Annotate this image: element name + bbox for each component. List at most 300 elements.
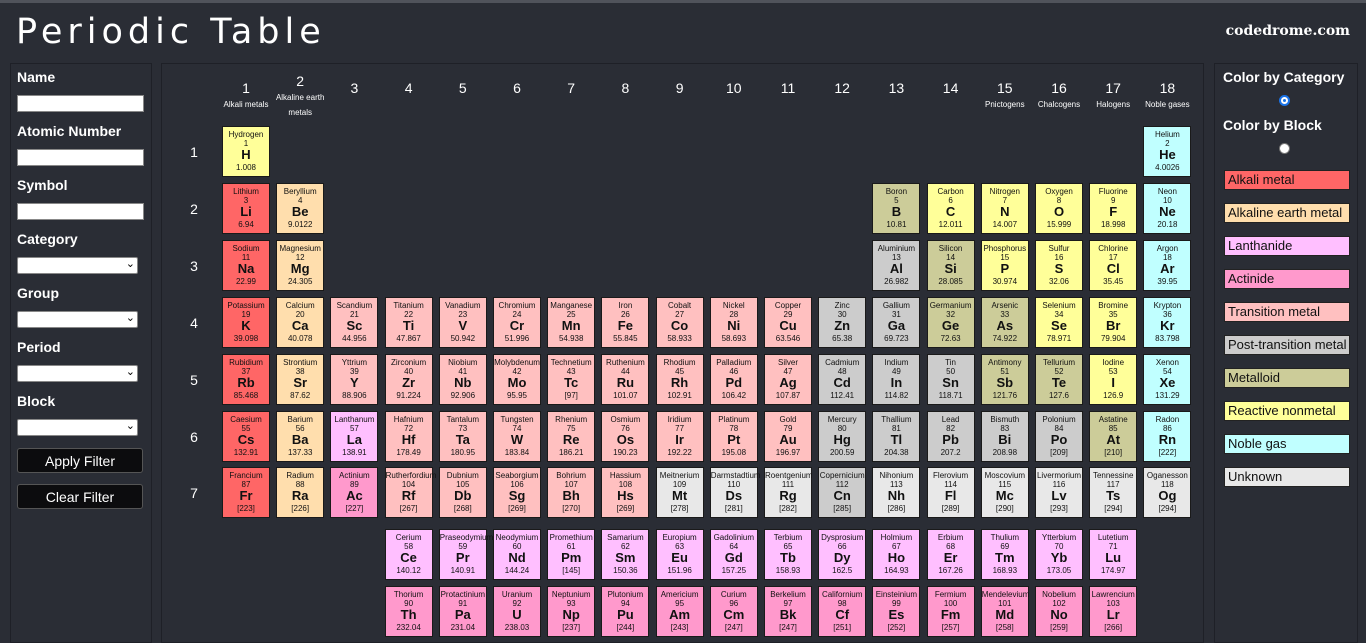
element-palladium[interactable] xyxy=(710,354,758,405)
element-technetium[interactable] xyxy=(547,354,595,405)
element-symbol: La xyxy=(346,431,362,447)
atomic-mass: 127.6 xyxy=(1048,390,1070,400)
element-platinum[interactable] xyxy=(710,411,758,462)
element-name: Neptunium xyxy=(551,590,591,600)
element-name: Caesium xyxy=(230,414,262,424)
element-tennessine[interactable] xyxy=(1089,467,1137,518)
element-name: Actinium xyxy=(339,471,370,481)
element-zinc[interactable] xyxy=(818,297,866,348)
element-name: Hassium xyxy=(609,471,641,481)
element-mendelevium[interactable] xyxy=(981,586,1029,637)
element-tungsten[interactable] xyxy=(493,411,541,462)
element-name: Lanthanum xyxy=(334,414,375,424)
top-border xyxy=(0,0,1366,3)
element-ruthenium[interactable] xyxy=(601,354,649,405)
element-hydrogen[interactable] xyxy=(222,126,270,177)
element-hafnium[interactable] xyxy=(385,411,433,462)
element-promethium[interactable] xyxy=(547,529,595,580)
atomic-mass: 65.38 xyxy=(832,333,853,343)
period-number-5: 5 xyxy=(190,371,198,388)
element-plutonium[interactable] xyxy=(601,586,649,637)
element-symbol: Og xyxy=(1158,488,1177,504)
atomic-mass: [226] xyxy=(291,504,310,514)
group-label: Group xyxy=(17,285,59,301)
element-radium[interactable] xyxy=(276,467,324,518)
atomic-number: 8 xyxy=(1056,195,1062,205)
element-hassium[interactable] xyxy=(601,467,649,518)
element-chlorine[interactable] xyxy=(1089,240,1137,291)
atomic-mass: [278] xyxy=(670,504,689,514)
atomic-mass: [290] xyxy=(995,504,1014,514)
element-sodium[interactable] xyxy=(222,240,270,291)
element-zirconium[interactable] xyxy=(385,354,433,405)
atomic-number: 110 xyxy=(727,480,741,490)
atomic-number: 69 xyxy=(1000,542,1010,552)
group-select[interactable] xyxy=(17,311,138,328)
atomic-number: 36 xyxy=(1162,309,1172,319)
atomic-number: 89 xyxy=(349,480,359,490)
atomic-number: 116 xyxy=(1052,480,1066,490)
element-yttrium[interactable] xyxy=(330,354,378,405)
element-symbol: Fm xyxy=(940,607,961,623)
element-symbol: Fe xyxy=(617,317,633,333)
element-beryllium[interactable] xyxy=(276,183,324,234)
element-tin[interactable] xyxy=(927,354,975,405)
element-symbol: In xyxy=(890,374,903,390)
element-symbol: Sc xyxy=(346,317,363,333)
element-xenon[interactable] xyxy=(1143,354,1191,405)
element-caesium[interactable] xyxy=(222,411,270,462)
element-nitrogen[interactable] xyxy=(981,183,1029,234)
name-input[interactable] xyxy=(17,95,144,112)
element-name: Selenium xyxy=(1042,300,1076,310)
element-symbol: Hs xyxy=(617,488,634,504)
atomic-mass: 85.468 xyxy=(233,390,259,400)
atomic-mass: [209] xyxy=(1050,447,1068,457)
atomic-mass: [286] xyxy=(887,504,906,514)
brand-link[interactable]: codedrome.com xyxy=(1225,23,1350,39)
element-symbol: Lv xyxy=(1051,488,1067,504)
element-symbol: Nb xyxy=(454,374,472,390)
element-symbol: Cn xyxy=(833,488,851,504)
element-symbol: Pt xyxy=(727,431,741,447)
atomic-number: 59 xyxy=(458,542,468,552)
element-roentgenium[interactable] xyxy=(764,467,812,518)
element-radon[interactable] xyxy=(1143,411,1191,462)
element-carbon[interactable] xyxy=(927,183,975,234)
element-symbol: Mt xyxy=(672,488,688,504)
element-symbol: As xyxy=(996,317,1014,333)
element-thallium[interactable] xyxy=(872,411,920,462)
element-iron[interactable] xyxy=(601,297,649,348)
element-symbol: Mg xyxy=(290,260,310,276)
element-symbol: Np xyxy=(562,607,580,623)
element-uranium[interactable] xyxy=(493,586,541,637)
element-symbol: Sm xyxy=(615,550,636,566)
element-fluorine[interactable] xyxy=(1089,183,1137,234)
atomic-mass: 180.95 xyxy=(450,447,476,457)
element-chromium[interactable] xyxy=(493,297,541,348)
element-manganese[interactable] xyxy=(547,297,595,348)
element-calcium[interactable] xyxy=(276,297,324,348)
atomic-number: 39 xyxy=(349,366,359,376)
element-lithium[interactable] xyxy=(222,183,270,234)
atomic-number: 67 xyxy=(891,542,901,552)
element-name: Helium xyxy=(1154,130,1180,139)
atomic-number: 1 xyxy=(243,139,249,148)
atomic-number: 66 xyxy=(837,542,847,552)
element-vanadium[interactable] xyxy=(439,297,487,348)
element-cerium[interactable] xyxy=(385,529,433,580)
element-name: Ruthenium xyxy=(606,357,645,367)
atomic-number: 87 xyxy=(241,480,251,490)
element-name: Gold xyxy=(779,414,797,424)
element-rutherfordium[interactable] xyxy=(385,467,437,518)
element-mercury[interactable] xyxy=(818,411,866,462)
element-name: Bromine xyxy=(1098,300,1129,310)
atomic-number: 93 xyxy=(566,599,576,609)
element-nobelium[interactable] xyxy=(1035,586,1083,637)
element-name: Oganesson xyxy=(1146,471,1188,481)
element-nickel[interactable] xyxy=(710,297,758,348)
element-neon[interactable] xyxy=(1143,183,1191,234)
element-selenium[interactable] xyxy=(1035,297,1083,348)
atomic-mass: 14.007 xyxy=(992,219,1018,229)
atomic-number: 113 xyxy=(890,480,903,490)
atomic-number: 49 xyxy=(891,366,901,376)
element-rhenium[interactable] xyxy=(547,411,595,462)
element-samarium[interactable] xyxy=(601,529,649,580)
element-curium[interactable] xyxy=(710,586,758,637)
atomic-mass: 140.12 xyxy=(396,566,421,576)
element-symbol: Tl xyxy=(890,431,903,447)
category-label: Category xyxy=(17,231,78,247)
element-flerovium[interactable] xyxy=(927,467,975,518)
atomic-number: 58 xyxy=(404,542,414,552)
atomic-mass: [247] xyxy=(724,623,743,633)
element-argon[interactable] xyxy=(1143,240,1191,291)
element-lutetium[interactable] xyxy=(1089,529,1137,580)
element-symbol: Bi xyxy=(998,431,1012,447)
element-name: Cobalt xyxy=(668,300,692,310)
element-actinium[interactable] xyxy=(330,467,378,518)
element-name: Tin xyxy=(945,357,956,367)
symbol-input[interactable] xyxy=(17,203,144,220)
element-potassium[interactable] xyxy=(222,297,270,348)
atomic-mass: 164.93 xyxy=(884,566,909,576)
atomic-mass: [247] xyxy=(779,623,797,633)
element-thorium[interactable] xyxy=(385,586,433,637)
atomic-number: 95 xyxy=(675,599,685,609)
group-number-7: 7 xyxy=(567,80,576,96)
group-name-15: Pnictogens xyxy=(985,100,1025,109)
element-name: Chlorine xyxy=(1098,243,1129,253)
element-berkelium[interactable] xyxy=(764,586,812,637)
atomic-number: 115 xyxy=(998,480,1012,490)
color-by-category-label: Color by Category xyxy=(1223,69,1345,85)
atomic-number: 28 xyxy=(729,309,739,319)
atomic-mass: [97] xyxy=(564,390,578,400)
atomic-mass: 208.98 xyxy=(992,447,1018,457)
element-symbol: Es xyxy=(888,607,905,623)
element-dysprosium[interactable] xyxy=(818,529,866,580)
atomic-mass: 118.71 xyxy=(938,390,963,400)
element-bohrium[interactable] xyxy=(547,467,595,518)
atomic-mass: [258] xyxy=(995,623,1014,633)
category-select[interactable] xyxy=(17,257,138,274)
element-livermorium[interactable] xyxy=(1035,467,1083,518)
element-symbol: Ba xyxy=(291,431,309,447)
element-strontium[interactable] xyxy=(276,354,324,405)
element-symbol: He xyxy=(1159,147,1176,162)
clear-filter-button[interactable]: Clear Filter xyxy=(17,484,143,509)
element-barium[interactable] xyxy=(276,411,324,462)
atomic-mass: 4.0026 xyxy=(1155,163,1180,172)
element-magnesium[interactable] xyxy=(276,240,324,291)
element-name: Hydrogen xyxy=(228,130,264,139)
element-iodine[interactable] xyxy=(1089,354,1137,405)
element-name: Plutonium xyxy=(607,590,644,600)
element-ytterbium[interactable] xyxy=(1035,529,1083,580)
element-symbol: At xyxy=(1106,431,1121,447)
element-lawrencium[interactable] xyxy=(1089,586,1137,637)
atomic-mass: 174.97 xyxy=(1100,566,1126,576)
atomic-mass: 157.25 xyxy=(721,566,747,576)
element-symbol: Pb xyxy=(942,431,959,447)
atomic-number: 27 xyxy=(675,309,685,319)
atomic-mass: 190.23 xyxy=(613,447,638,457)
element-molybdenum[interactable] xyxy=(493,354,541,405)
element-neptunium[interactable] xyxy=(547,586,595,637)
element-francium[interactable] xyxy=(222,467,270,518)
group-number-14: 14 xyxy=(942,80,959,96)
element-gallium[interactable] xyxy=(872,297,920,348)
atomic-number: 73 xyxy=(458,423,468,433)
element-name: Platinum xyxy=(718,414,750,424)
atomic-mass: 40.078 xyxy=(287,333,313,343)
atomic-mass: 101.07 xyxy=(613,390,638,400)
atomic-mass: 131.29 xyxy=(1155,390,1180,400)
element-lead[interactable] xyxy=(927,411,975,462)
element-indium[interactable] xyxy=(872,354,920,405)
element-name: Carbon xyxy=(937,186,964,196)
atomic-number-input[interactable] xyxy=(17,149,144,166)
atomic-mass: 88.906 xyxy=(342,390,367,400)
element-gadolinium[interactable] xyxy=(710,529,758,580)
atomic-number: 14 xyxy=(946,252,956,262)
element-name: Seaborgium xyxy=(495,471,539,481)
element-neodymium[interactable] xyxy=(493,529,541,580)
atomic-mass: [210] xyxy=(1104,447,1123,457)
element-symbol: S xyxy=(1054,260,1064,276)
element-moscovium[interactable] xyxy=(981,467,1029,518)
element-niobium[interactable] xyxy=(439,354,487,405)
element-name: Arsenic xyxy=(991,300,1019,310)
atomic-mass: 168.93 xyxy=(992,566,1018,576)
period-select[interactable] xyxy=(17,365,138,382)
element-symbol: Bk xyxy=(779,607,797,623)
element-fermium[interactable] xyxy=(927,586,975,637)
element-tantalum[interactable] xyxy=(439,411,487,462)
element-praseodymium[interactable] xyxy=(439,529,494,580)
element-cadmium[interactable] xyxy=(818,354,866,405)
element-symbol: Rn xyxy=(1158,431,1177,447)
element-symbol: Tb xyxy=(780,550,796,566)
element-thulium[interactable] xyxy=(981,529,1029,580)
atomic-number: 30 xyxy=(837,309,847,319)
element-tellurium[interactable] xyxy=(1035,354,1083,405)
chevron-down-icon: ⌄ xyxy=(125,419,135,432)
element-name: Tennessine xyxy=(1092,471,1134,481)
element-terbium[interactable] xyxy=(764,529,812,580)
atomic-number: 24 xyxy=(512,309,522,319)
element-erbium[interactable] xyxy=(927,529,975,580)
element-name: Lawrencium xyxy=(1091,590,1135,600)
element-name: Fluorine xyxy=(1098,186,1128,196)
group-number-3: 3 xyxy=(350,80,359,96)
atomic-mass: 91.224 xyxy=(396,390,421,400)
atomic-mass: 55.845 xyxy=(613,333,638,343)
atomic-mass: [294] xyxy=(1104,504,1123,514)
element-symbol: Rg xyxy=(779,488,797,504)
atomic-number: 19 xyxy=(241,309,251,319)
atomic-number: 70 xyxy=(1054,542,1064,552)
color-by-category-radio[interactable] xyxy=(1279,95,1290,106)
element-phosphorus[interactable] xyxy=(981,240,1029,291)
element-name: Dubnium xyxy=(446,471,479,481)
element-silicon[interactable] xyxy=(927,240,975,291)
element-name: Gallium xyxy=(882,300,910,310)
element-symbol: C xyxy=(945,203,956,219)
element-oxygen[interactable] xyxy=(1035,183,1083,234)
element-rubidium[interactable] xyxy=(222,354,270,405)
element-protactinium[interactable] xyxy=(439,586,487,637)
element-bromine[interactable] xyxy=(1089,297,1137,348)
element-titanium[interactable] xyxy=(385,297,433,348)
group-number-17: 17 xyxy=(1105,80,1121,96)
element-germanium[interactable] xyxy=(927,297,975,348)
atomic-number: 81 xyxy=(891,423,901,433)
atomic-mass: 173.05 xyxy=(1046,566,1072,576)
atomic-number: 80 xyxy=(837,423,847,433)
element-europium[interactable] xyxy=(656,529,704,580)
atomic-number: 63 xyxy=(675,542,685,552)
atomic-number: 47 xyxy=(783,366,793,376)
atomic-mass: 44.956 xyxy=(342,333,367,343)
group-name-16: Chalcogens xyxy=(1037,100,1081,109)
element-lanthanum[interactable] xyxy=(330,411,378,462)
atomic-number: 32 xyxy=(946,309,956,319)
element-arsenic[interactable] xyxy=(981,297,1029,348)
element-oganesson[interactable] xyxy=(1143,467,1191,518)
element-astatine[interactable] xyxy=(1089,411,1137,462)
element-meitnerium[interactable] xyxy=(656,467,704,518)
element-name: Iodine xyxy=(1102,357,1125,367)
block-select[interactable] xyxy=(17,419,138,436)
element-boron[interactable] xyxy=(872,183,920,234)
element-einsteinium[interactable] xyxy=(872,586,920,637)
element-symbol: I xyxy=(1111,374,1115,390)
atomic-mass: 58.693 xyxy=(721,333,747,343)
element-bismuth[interactable] xyxy=(981,411,1029,462)
group-number-8: 8 xyxy=(621,80,630,96)
element-seaborgium[interactable] xyxy=(493,467,541,518)
element-copper[interactable] xyxy=(764,297,812,348)
element-rhodium[interactable] xyxy=(656,354,704,405)
group-number-4: 4 xyxy=(404,80,413,96)
atomic-mass: [267] xyxy=(399,504,418,514)
apply-filter-button[interactable]: Apply Filter xyxy=(17,448,143,473)
element-gold[interactable] xyxy=(764,411,812,462)
atomic-number: 106 xyxy=(510,480,524,490)
element-holmium[interactable] xyxy=(872,529,920,580)
element-symbol: Br xyxy=(1105,317,1121,333)
element-name: Palladium xyxy=(716,357,752,367)
atomic-number: 12 xyxy=(295,252,305,262)
element-nihonium[interactable] xyxy=(872,467,920,518)
atomic-mass: 22.99 xyxy=(235,276,257,286)
atomic-mass: 196.97 xyxy=(775,447,801,457)
element-krypton[interactable] xyxy=(1143,297,1191,348)
element-symbol: V xyxy=(458,317,468,333)
element-silver[interactable] xyxy=(764,354,812,405)
period-number-1: 1 xyxy=(190,144,198,160)
element-name: Osmium xyxy=(610,414,641,424)
atomic-mass: 39.95 xyxy=(1157,276,1178,286)
element-symbol: Eu xyxy=(671,550,688,566)
element-copernicium[interactable] xyxy=(818,467,866,518)
element-antimony[interactable] xyxy=(981,354,1029,405)
element-symbol: Os xyxy=(616,431,635,447)
element-name: Hafnium xyxy=(393,414,424,424)
element-name: Antimony xyxy=(988,357,1022,367)
element-helium[interactable] xyxy=(1143,126,1191,177)
element-californium[interactable] xyxy=(818,586,866,637)
element-cobalt[interactable] xyxy=(656,297,704,348)
element-sulfur[interactable] xyxy=(1035,240,1083,291)
legend-actinide: Actinide xyxy=(1224,269,1350,289)
atomic-mass: 144.24 xyxy=(504,566,530,576)
element-darmstadtium[interactable] xyxy=(710,467,761,518)
element-symbol: Be xyxy=(291,203,309,219)
atomic-mass: [252] xyxy=(887,623,906,633)
atomic-number: 41 xyxy=(458,366,468,376)
atomic-mass: 35.45 xyxy=(1103,276,1124,286)
element-symbol: W xyxy=(510,431,524,447)
legend-nonmetal: Reactive nonmetal xyxy=(1224,401,1350,421)
element-symbol: Cm xyxy=(723,607,745,623)
atomic-number: 44 xyxy=(620,366,630,376)
element-dubnium[interactable] xyxy=(439,467,487,518)
element-scandium[interactable] xyxy=(330,297,378,348)
atomic-number: 10 xyxy=(1162,195,1172,205)
element-symbol: Am xyxy=(669,607,691,623)
element-symbol: Lr xyxy=(1106,607,1120,623)
atomic-number: 100 xyxy=(943,599,958,609)
element-polonium[interactable] xyxy=(1035,411,1083,462)
element-aluminium[interactable] xyxy=(872,240,920,291)
element-name: Nitrogen xyxy=(989,186,1020,196)
element-osmium[interactable] xyxy=(601,411,649,462)
element-name: Darmstadtium xyxy=(710,471,761,481)
element-name: Thulium xyxy=(990,533,1020,543)
element-americium[interactable] xyxy=(656,586,704,637)
element-iridium[interactable] xyxy=(656,411,704,462)
element-name: Mercury xyxy=(827,414,857,424)
element-name: Tellurium xyxy=(1042,357,1075,367)
element-symbol: Zr xyxy=(402,374,416,390)
color-by-block-radio[interactable] xyxy=(1279,143,1290,154)
